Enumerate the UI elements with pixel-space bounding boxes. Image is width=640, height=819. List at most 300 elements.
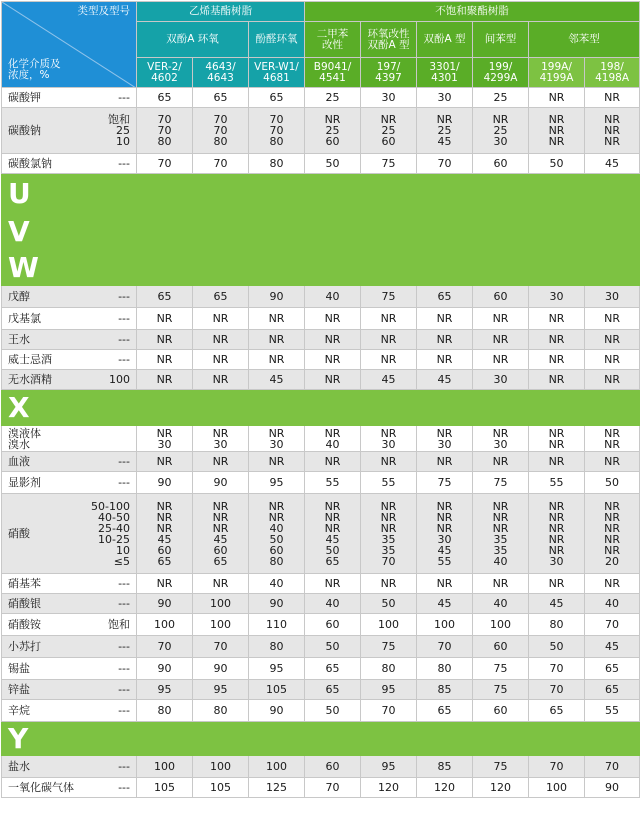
resistance-value: NR 25 30 (473, 108, 529, 154)
resistance-value: 65 (585, 658, 640, 680)
table-row (2, 308, 640, 330)
resistance-value: 80 (249, 154, 305, 174)
resistance-value: 25 (473, 88, 529, 108)
medium-cell (2, 594, 137, 614)
resistance-value: 120 (417, 778, 473, 798)
resistance-value: NR (137, 574, 193, 594)
resistance-value: 100 (361, 614, 417, 636)
resistance-value: 75 (473, 472, 529, 494)
concentration: --- (118, 640, 130, 653)
corner-type-label: 类型及型号 (77, 5, 130, 17)
resistance-value: 85 (417, 680, 473, 700)
resistance-value: 65 (305, 680, 361, 700)
resistance-value: 40 (305, 286, 361, 308)
medium-name: 硝酸铵 (8, 618, 41, 631)
model-header: 197/ 4397 (361, 58, 417, 88)
resistance-value: 40 (585, 594, 640, 614)
table-row (2, 286, 640, 308)
resistance-value: 80 (417, 658, 473, 680)
resistance-value: 70 70 80 (137, 108, 193, 154)
resistance-value: 45 (417, 594, 473, 614)
resistance-value: NR (361, 452, 417, 472)
resistance-value: NR (529, 574, 585, 594)
resistance-value: NR 25 60 (305, 108, 361, 154)
resistance-value: 100 (529, 778, 585, 798)
medium-cell (2, 778, 137, 798)
subtype-orthophthalic: 邻苯型 (529, 22, 640, 58)
resistance-value: NR (361, 308, 417, 330)
medium-name: 硝酸 (8, 527, 30, 540)
subtype-bisphenol-a: 双酚A 型 (417, 22, 473, 58)
concentration: 饱和 (108, 618, 130, 631)
table-row (2, 370, 640, 390)
resistance-value: NR (305, 452, 361, 472)
medium-cell (2, 452, 137, 472)
resistance-value: NR 30 (193, 426, 249, 452)
resistance-value: NR (585, 574, 640, 594)
concentration: --- (118, 760, 130, 773)
group-unsaturated-polyester: 不饱和聚酯树脂 (305, 2, 640, 22)
resistance-value: NR (585, 88, 640, 108)
table-row (2, 636, 640, 658)
resistance-value: 95 (137, 680, 193, 700)
resistance-value: 40 (305, 594, 361, 614)
medium-name: 碳酸钾 (8, 91, 41, 104)
resistance-value: 60 (305, 614, 361, 636)
table-row (2, 452, 640, 472)
resistance-value: NR (529, 330, 585, 350)
section-divider-u (2, 174, 640, 214)
concentration: --- (118, 662, 130, 675)
resistance-value: 95 (193, 680, 249, 700)
medium-cell (2, 426, 137, 452)
concentration: --- (118, 290, 130, 303)
medium-cell (2, 108, 137, 154)
resistance-value: 30 (529, 286, 585, 308)
resistance-value: 125 (249, 778, 305, 798)
medium-cell (2, 756, 137, 778)
resistance-value: 70 (585, 756, 640, 778)
subtype-xylene-modified: 二甲苯 改性 (305, 22, 361, 58)
medium-cell (2, 308, 137, 330)
medium-name: 碳酸氯钠 (8, 157, 52, 170)
resistance-value: 80 (361, 658, 417, 680)
resistance-value: NR (361, 350, 417, 370)
resistance-value: 60 (473, 636, 529, 658)
resistance-value: 90 (249, 700, 305, 722)
medium-cell (2, 700, 137, 722)
resistance-value: 45 (585, 154, 640, 174)
resistance-value: 50 (529, 154, 585, 174)
resistance-value: 95 (249, 658, 305, 680)
concentration: --- (118, 781, 130, 794)
resistance-value: NR (585, 370, 640, 390)
medium-cell (2, 88, 137, 108)
resistance-value: 65 (529, 700, 585, 722)
medium-cell (2, 154, 137, 174)
resistance-value: 65 (137, 286, 193, 308)
table-row (2, 700, 640, 722)
subtype-epoxy-modified-bisphenol: 环氧改性 双酚A 型 (361, 22, 417, 58)
subtype-bisphenol-a-epoxy: 双酚A 环氧 (137, 22, 249, 58)
resistance-value: NR (249, 350, 305, 370)
resistance-value: 45 (417, 370, 473, 390)
medium-cell (2, 330, 137, 350)
table-row (2, 472, 640, 494)
chemical-resistance-table (1, 1, 640, 798)
medium-cell (2, 574, 137, 594)
medium-name: 硝酸银 (8, 597, 41, 610)
resistance-value: 45 (361, 370, 417, 390)
resistance-value: 70 (529, 680, 585, 700)
resistance-value: 110 (249, 614, 305, 636)
resistance-value: 60 (305, 756, 361, 778)
resistance-value: NR (137, 308, 193, 330)
concentration: 饱和 25 10 (108, 113, 130, 148)
resistance-value: 100 (473, 614, 529, 636)
resistance-value: NR (585, 330, 640, 350)
section-letter: Y (2, 722, 640, 756)
concentration: 50-100 40-50 25-40 10-25 10 ≤5 (91, 499, 130, 568)
table-row (2, 778, 640, 798)
resistance-value: 95 (361, 756, 417, 778)
medium-name: 小苏打 (8, 640, 41, 653)
resistance-value: NR (417, 574, 473, 594)
medium-name: 显影剂 (8, 476, 41, 489)
resistance-value: NR NR (529, 426, 585, 452)
resistance-value: 60 (473, 700, 529, 722)
resistance-value: 30 (585, 286, 640, 308)
resistance-value: NR NR NR NR NR 30 (529, 494, 585, 574)
resistance-value: 75 (417, 472, 473, 494)
resistance-value: 90 (193, 472, 249, 494)
resistance-value: 80 (249, 636, 305, 658)
resistance-value: 75 (361, 154, 417, 174)
table-row (2, 108, 640, 154)
resistance-value: NR (193, 350, 249, 370)
resistance-value: 80 (193, 700, 249, 722)
resistance-value: NR (305, 330, 361, 350)
resistance-value: NR (529, 452, 585, 472)
resistance-value: 70 (193, 636, 249, 658)
resistance-value: NR 30 (417, 426, 473, 452)
resistance-value: NR (529, 308, 585, 330)
resistance-value: 75 (361, 286, 417, 308)
resistance-value: NR NR NR (585, 108, 640, 154)
resistance-value: 120 (361, 778, 417, 798)
resistance-value: 90 (249, 286, 305, 308)
medium-name: 锌盐 (8, 683, 30, 696)
model-header: 198/ 4198A (585, 58, 640, 88)
resistance-value: NR NR NR NR NR 20 (585, 494, 640, 574)
medium-name: 戊基氯 (8, 312, 41, 325)
resistance-value: 70 (417, 154, 473, 174)
table-row (2, 330, 640, 350)
resistance-value: NR (137, 350, 193, 370)
resistance-value: NR (249, 330, 305, 350)
resistance-value: NR (473, 330, 529, 350)
medium-name: 威士忌酒 (8, 353, 52, 366)
resistance-value: 100 (137, 614, 193, 636)
model-header: 199/ 4299A (473, 58, 529, 88)
concentration: --- (118, 597, 130, 610)
resistance-value: 100 (137, 756, 193, 778)
model-header: VER-W1/ 4681 (249, 58, 305, 88)
medium-name: 溴液体 溴水 (8, 426, 41, 451)
resistance-value: NR 30 (361, 426, 417, 452)
resistance-value: NR (529, 370, 585, 390)
section-letter: W (2, 250, 640, 286)
resistance-value: 65 (585, 680, 640, 700)
resistance-value: NR (585, 350, 640, 370)
concentration: --- (118, 577, 130, 590)
resistance-value: NR (305, 308, 361, 330)
resistance-value: 70 (193, 154, 249, 174)
model-header: 199A/ 4199A (529, 58, 585, 88)
resistance-value: NR (417, 452, 473, 472)
resistance-value: 90 (137, 472, 193, 494)
resistance-value: 90 (137, 594, 193, 614)
resistance-value: 60 (473, 154, 529, 174)
resistance-value: 100 (193, 594, 249, 614)
resistance-value: 50 (529, 636, 585, 658)
resistance-value: NR (305, 574, 361, 594)
medium-name: 硝基苯 (8, 577, 41, 590)
resistance-value: 70 (137, 154, 193, 174)
medium-cell (2, 350, 137, 370)
model-header: 3301/ 4301 (417, 58, 473, 88)
medium-cell (2, 494, 137, 574)
table-row (2, 426, 640, 452)
resistance-value: NR NR (585, 426, 640, 452)
resistance-value: 85 (417, 756, 473, 778)
resistance-value: 120 (473, 778, 529, 798)
resistance-value: 50 (305, 154, 361, 174)
table-row (2, 680, 640, 700)
model-header: VER-2/ 4602 (137, 58, 193, 88)
section-letter: U (2, 174, 640, 214)
medium-cell (2, 636, 137, 658)
resistance-value: NR 30 (249, 426, 305, 452)
resistance-value: NR (193, 330, 249, 350)
resistance-value: 100 (193, 756, 249, 778)
medium-name: 戊醇 (8, 290, 30, 303)
resistance-value: NR (193, 370, 249, 390)
resistance-value: 70 (361, 700, 417, 722)
resistance-value: 30 (361, 88, 417, 108)
table-row (2, 594, 640, 614)
resistance-value: 90 (137, 658, 193, 680)
group-vinyl-ester: 乙烯基酯树脂 (137, 2, 305, 22)
resistance-value: 70 (305, 778, 361, 798)
concentration: 100 (109, 373, 130, 386)
resistance-value: NR (137, 452, 193, 472)
resistance-value: NR (249, 452, 305, 472)
resistance-value: NR (473, 574, 529, 594)
resistance-value: 50 (361, 594, 417, 614)
resistance-value: 70 (585, 614, 640, 636)
resistance-value: NR NR NR 45 50 65 (305, 494, 361, 574)
resistance-value: 25 (305, 88, 361, 108)
table-row (2, 658, 640, 680)
table-row (2, 350, 640, 370)
table-row (2, 154, 640, 174)
resistance-value: NR 30 (473, 426, 529, 452)
resistance-value: 60 (473, 286, 529, 308)
resistance-value: NR NR NR 45 60 65 (193, 494, 249, 574)
resistance-value: 65 (193, 88, 249, 108)
resistance-value: NR (417, 330, 473, 350)
resistance-value: NR (361, 330, 417, 350)
medium-name: 无水酒精 (8, 373, 52, 386)
resistance-value: NR 30 (137, 426, 193, 452)
resistance-value: NR (473, 452, 529, 472)
resistance-value: NR (417, 350, 473, 370)
concentration: --- (118, 91, 130, 104)
resistance-value: NR NR NR 35 35 70 (361, 494, 417, 574)
medium-name: 血液 (8, 455, 30, 468)
resistance-value: 75 (473, 680, 529, 700)
section-divider-y (2, 722, 640, 756)
resistance-value: 65 (249, 88, 305, 108)
resistance-value: 100 (417, 614, 473, 636)
resistance-value: 80 (529, 614, 585, 636)
concentration: --- (118, 704, 130, 717)
medium-name: 锡盐 (8, 662, 30, 675)
resistance-value: 70 (417, 636, 473, 658)
header-corner (2, 2, 137, 88)
resistance-value: 30 (473, 370, 529, 390)
resistance-value: 65 (193, 286, 249, 308)
medium-cell (2, 286, 137, 308)
model-header: 4643/ 4643 (193, 58, 249, 88)
subtype-novolac-epoxy: 酚醛环氧 (249, 22, 305, 58)
resistance-value: 90 (249, 594, 305, 614)
section-letter: V (2, 214, 640, 250)
resistance-value: 105 (137, 778, 193, 798)
resistance-value: NR (473, 350, 529, 370)
resistance-value: 70 (529, 658, 585, 680)
resistance-value: 105 (249, 680, 305, 700)
resistance-value: NR NR NR 35 35 40 (473, 494, 529, 574)
medium-name: 辛烷 (8, 704, 30, 717)
table-row (2, 574, 640, 594)
resistance-value: 95 (361, 680, 417, 700)
resistance-value: 30 (417, 88, 473, 108)
resistance-value: 70 (137, 636, 193, 658)
table-row (2, 756, 640, 778)
resistance-value: 70 70 80 (193, 108, 249, 154)
concentration: --- (118, 157, 130, 170)
resistance-value: 100 (249, 756, 305, 778)
medium-cell (2, 614, 137, 636)
resistance-value: 55 (585, 700, 640, 722)
concentration: --- (118, 312, 130, 325)
subtype-isophthalic: 间苯型 (473, 22, 529, 58)
resistance-value: 50 (305, 700, 361, 722)
medium-cell (2, 370, 137, 390)
resistance-value: 50 (305, 636, 361, 658)
resistance-value: 55 (361, 472, 417, 494)
resistance-value: NR (305, 370, 361, 390)
resistance-value: 90 (193, 658, 249, 680)
resistance-value: 65 (137, 88, 193, 108)
resistance-value: NR 25 60 (361, 108, 417, 154)
section-letter: X (2, 390, 640, 426)
resistance-value: 70 (529, 756, 585, 778)
medium-name: 一氧化碳气体 (8, 781, 74, 794)
resistance-value: 70 70 80 (249, 108, 305, 154)
resistance-value: NR (193, 308, 249, 330)
resistance-value: 65 (305, 658, 361, 680)
resistance-value: NR (417, 308, 473, 330)
resistance-value: NR (585, 452, 640, 472)
medium-cell (2, 658, 137, 680)
corner-medium-label: 化学介质及 浓度，% (8, 58, 61, 81)
resistance-value: NR (529, 88, 585, 108)
resistance-value: 80 (137, 700, 193, 722)
resistance-value: NR (137, 330, 193, 350)
resistance-value: 55 (305, 472, 361, 494)
table-row (2, 88, 640, 108)
concentration: --- (118, 455, 130, 468)
medium-name: 碳酸钠 (8, 124, 41, 137)
resistance-value: NR NR 40 50 60 80 (249, 494, 305, 574)
resistance-value: NR (193, 452, 249, 472)
resistance-value: NR (473, 308, 529, 330)
resistance-value: NR 40 (305, 426, 361, 452)
resistance-value: NR (585, 308, 640, 330)
concentration: --- (118, 353, 130, 366)
concentration: --- (118, 476, 130, 489)
resistance-value: 105 (193, 778, 249, 798)
resistance-value: NR (137, 370, 193, 390)
resistance-value: 65 (417, 286, 473, 308)
concentration: --- (118, 333, 130, 346)
resistance-value: 95 (249, 472, 305, 494)
resistance-value: 40 (473, 594, 529, 614)
concentration: --- (118, 683, 130, 696)
resistance-value: NR (305, 350, 361, 370)
resistance-value: 75 (473, 658, 529, 680)
resistance-value: 45 (249, 370, 305, 390)
resistance-value: 55 (529, 472, 585, 494)
medium-cell (2, 680, 137, 700)
table-row (2, 494, 640, 574)
model-header: B9041/ 4541 (305, 58, 361, 88)
medium-cell (2, 472, 137, 494)
resistance-value: 90 (585, 778, 640, 798)
resistance-value: 75 (473, 756, 529, 778)
resistance-value: 100 (193, 614, 249, 636)
resistance-value: NR NR NR (529, 108, 585, 154)
resistance-value: NR NR NR 30 45 55 (417, 494, 473, 574)
section-divider-v (2, 214, 640, 250)
medium-name: 盐水 (8, 760, 30, 773)
resistance-value: 50 (585, 472, 640, 494)
resistance-value: NR (529, 350, 585, 370)
section-divider-x (2, 390, 640, 426)
resistance-value: 45 (529, 594, 585, 614)
resistance-value: 45 (585, 636, 640, 658)
resistance-value: NR 25 45 (417, 108, 473, 154)
resistance-value: 65 (417, 700, 473, 722)
resistance-value: NR (361, 574, 417, 594)
medium-name: 王水 (8, 333, 30, 346)
resistance-value: 40 (249, 574, 305, 594)
resistance-value: NR (249, 308, 305, 330)
resistance-value: NR NR NR 45 60 65 (137, 494, 193, 574)
